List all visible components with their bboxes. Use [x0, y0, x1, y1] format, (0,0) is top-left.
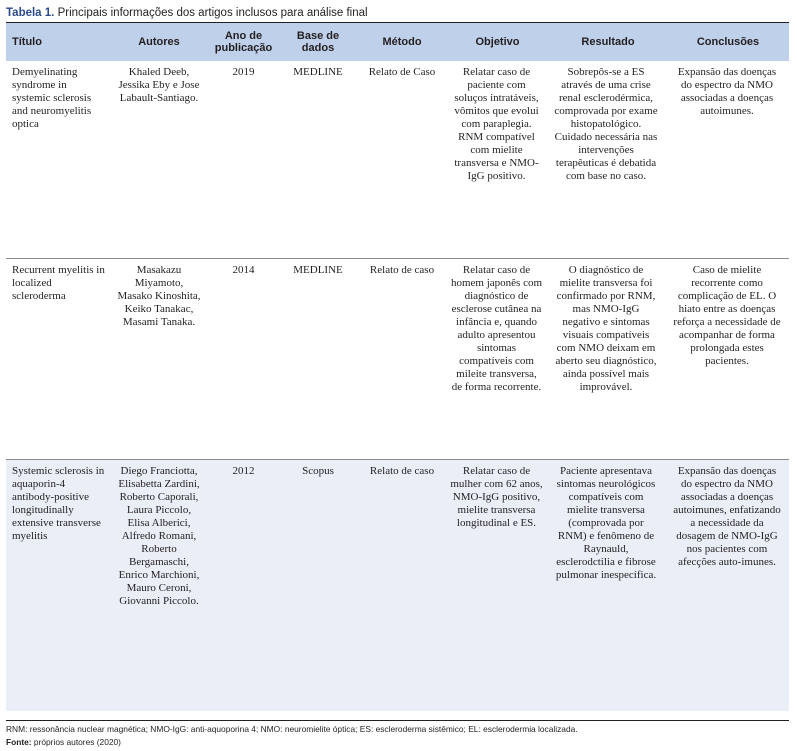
table-caption-text: Principais informações dos artigos inclusos para análise final [54, 7, 368, 19]
cell-titulo: Demyelinating syndrome in systemic sclerosis and neuromyelitis optica [12, 66, 92, 130]
header-autores: Autores [109, 23, 209, 61]
header-objetivo: Objetivo [446, 23, 549, 61]
table-caption-label: Tabela 1. [6, 7, 55, 19]
cell-metodo: Relato de caso [358, 259, 446, 460]
cell-resultado: Paciente apresentava sintomas neurológicos compatíveis com mielite transversa (comprovada por RNM) e fenômeno de Raynauld, esclerodctilia e fibrose pulmonar inespecífica. [549, 460, 667, 712]
source-label: Fonte: [6, 737, 32, 747]
source-note [6, 737, 791, 747]
source-text: próprios autores (2020) [31, 737, 121, 747]
table-caption [6, 6, 791, 20]
header-conclusoes: Conclusões [667, 23, 789, 61]
cell-objetivo: Relatar caso de homem japonês com diagnóstico de esclerose cutânea na infância e, quando adulto apresentou sintomas compatíveis com mileite transversa, de forma recorrente. [446, 259, 549, 460]
cell-objetivo: Relatar caso de mulher com 62 anos, NMO-IgG positivo, mielite transversa longitudinal e ES. [446, 460, 549, 712]
cell-titulo: Systemic sclerosis in aquaporin-4 antibody-positive longitudinally extensive transverse myelitis [6, 460, 109, 712]
table-bottom-rule [6, 720, 789, 721]
cell-base: MEDLINE [278, 259, 358, 460]
table-row [6, 259, 789, 460]
cell-resultado: O diagnóstico de mielite transversa foi confirmado por RNM, mas NMO-IgG negativo e sintomas visuais compatíveis com NMO deixam em aberto seu diagnóstico, ainda possível mais improvável. [549, 259, 667, 460]
header-resultado: Resultado [549, 23, 667, 61]
cell-autores: Masakazu Miyamoto, Masako Kinoshita, Keiko Tanakac, Masami Tanaka. [109, 259, 209, 460]
cell-conclusoes: Caso de mielite recorrente como complicação de EL. O hiato entre as doenças reforça a necessidade de acompanhar de forma prolongada estes pacientes. [667, 259, 789, 460]
cell-ano: 2012 [209, 460, 278, 712]
cell-titulo: Recurrent myelitis in localized scleroderma [6, 259, 109, 460]
cell-ano: 2019 [232, 66, 255, 78]
cell-objetivo: Relatar caso de paciente com soluços intratáveis, vômitos que evolui com paraplegia. RNM compatível com mielite transversa e NMO-IgG positivo. [454, 66, 539, 182]
cell-ano: 2014 [209, 259, 278, 460]
cell-autores: Khaled Deeb, Jessika Eby e Jose Labault-Santiago. [118, 66, 200, 104]
cell-resultado: Sobrepôs-se a ES através de uma crise renal esclerodérmica, comprovada por exame histopatológico. Cuidado necessária nas intervenções terapêuticas é debatida com base no caso. [554, 66, 658, 182]
abbreviations-footnote: RNM: ressonância nuclear magnética; NMO-IgG: anti-aquoporina 4; NMO: neuromielite óptica; ES: escleroderma sistêmico; EL: esclerodermia localizada. [6, 724, 578, 734]
header-ano: Ano de publicação [209, 23, 278, 61]
cell-conclusoes: Expansão das doenças do espectro da NMO associadas a doenças autoimunes, enfatizando a necessidade da dosagem de NMO-IgG nos pacientes com afecções auto-imunes. [667, 460, 789, 712]
cell-metodo: Relato de caso [358, 460, 446, 712]
header-metodo: Método [358, 23, 446, 61]
articles-table [6, 23, 789, 711]
table-row [6, 61, 789, 259]
cell-conclusoes: Expansão das doenças do espectro da NMO associadas a doenças autoimunes. [677, 66, 777, 117]
cell-autores: Diego Franciotta, Elisabetta Zardini, Roberto Caporali, Laura Piccolo, Elisa Alberici, Alfredo Romani, Roberto Bergamaschi, Enrico Marchioni, Mauro Ceroni, Giovanni Piccolo. [109, 460, 209, 712]
header-base: Base de dados [278, 23, 358, 61]
cell-base: MEDLINE [293, 66, 343, 78]
cell-base: Scopus [278, 460, 358, 712]
header-titulo: Título [6, 23, 109, 61]
table-header-row [6, 23, 789, 61]
cell-metodo: Relato de Caso [368, 66, 436, 78]
table-row [6, 460, 789, 712]
